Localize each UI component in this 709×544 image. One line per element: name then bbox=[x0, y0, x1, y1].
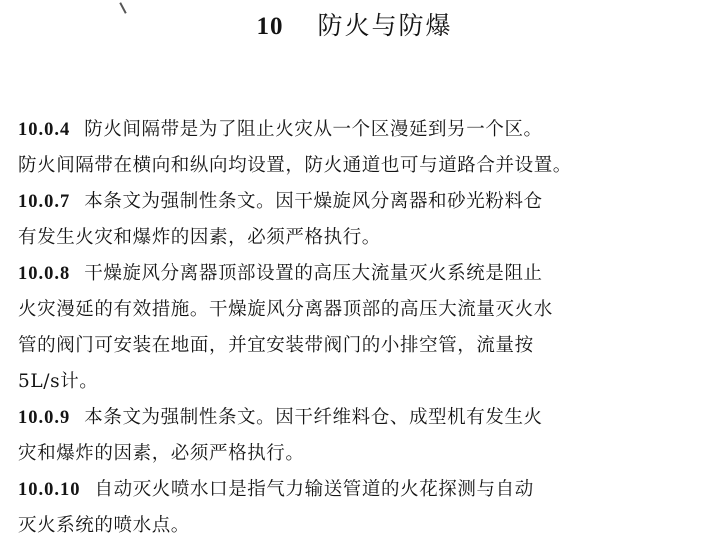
clause-10-0-10 bbox=[18, 472, 668, 544]
clause-line: 防火间隔带在横向和纵向均设置，防火通道也可与道路合并设置。 bbox=[18, 155, 572, 176]
clause-10-0-9 bbox=[18, 400, 668, 472]
clause-line bbox=[18, 184, 668, 220]
clause-line: 有发生火灾和爆炸的因素，必须严格执行。 bbox=[18, 227, 381, 248]
clause-10-0-4 bbox=[18, 112, 668, 184]
clause-number: 10.0.7 bbox=[18, 192, 71, 212]
clause-text: 本条文为强制性条文。因干燥旋风分离器和砂光粉料仓 bbox=[84, 191, 543, 212]
clause-10-0-7 bbox=[18, 184, 668, 256]
clause-text: 干燥旋风分离器顶部设置的高压大流量灭火系统是阻止 bbox=[84, 263, 543, 284]
clause-number: 10.0.9 bbox=[18, 408, 71, 428]
clause-10-0-8 bbox=[18, 256, 668, 400]
clause-text: 本条文为强制性条文。因干纤维料仓、成型机有发生火 bbox=[84, 407, 543, 428]
clause-line: 5L/s计。 bbox=[18, 371, 99, 392]
section-heading bbox=[0, 6, 709, 47]
clause-number: 10.0.8 bbox=[18, 264, 71, 284]
clause-text: 防火间隔带是为了阻止火灾从一个区漫延到另一个区。 bbox=[84, 119, 543, 140]
clause-line: 火灾漫延的有效措施。干燥旋风分离器顶部的高压大流量灭火水 bbox=[18, 299, 553, 320]
clause-line: 灾和爆炸的因素，必须严格执行。 bbox=[18, 443, 305, 464]
clause-line bbox=[18, 472, 668, 508]
clause-text: 自动灭火喷水口是指气力输送管道的火花探测与自动 bbox=[94, 479, 534, 500]
clause-line bbox=[18, 112, 668, 148]
section-number: 10 bbox=[256, 13, 284, 40]
clause-number: 10.0.10 bbox=[18, 480, 81, 500]
clause-line bbox=[18, 256, 668, 292]
clause-line: 管的阀门可安装在地面，并宜安装带阀门的小排空管，流量按 bbox=[18, 335, 534, 356]
clause-line bbox=[18, 400, 668, 436]
section-title: 防火与防爆 bbox=[317, 11, 453, 40]
clause-number: 10.0.4 bbox=[18, 120, 71, 140]
clause-line: 灭火系统的喷水点。 bbox=[18, 515, 190, 536]
